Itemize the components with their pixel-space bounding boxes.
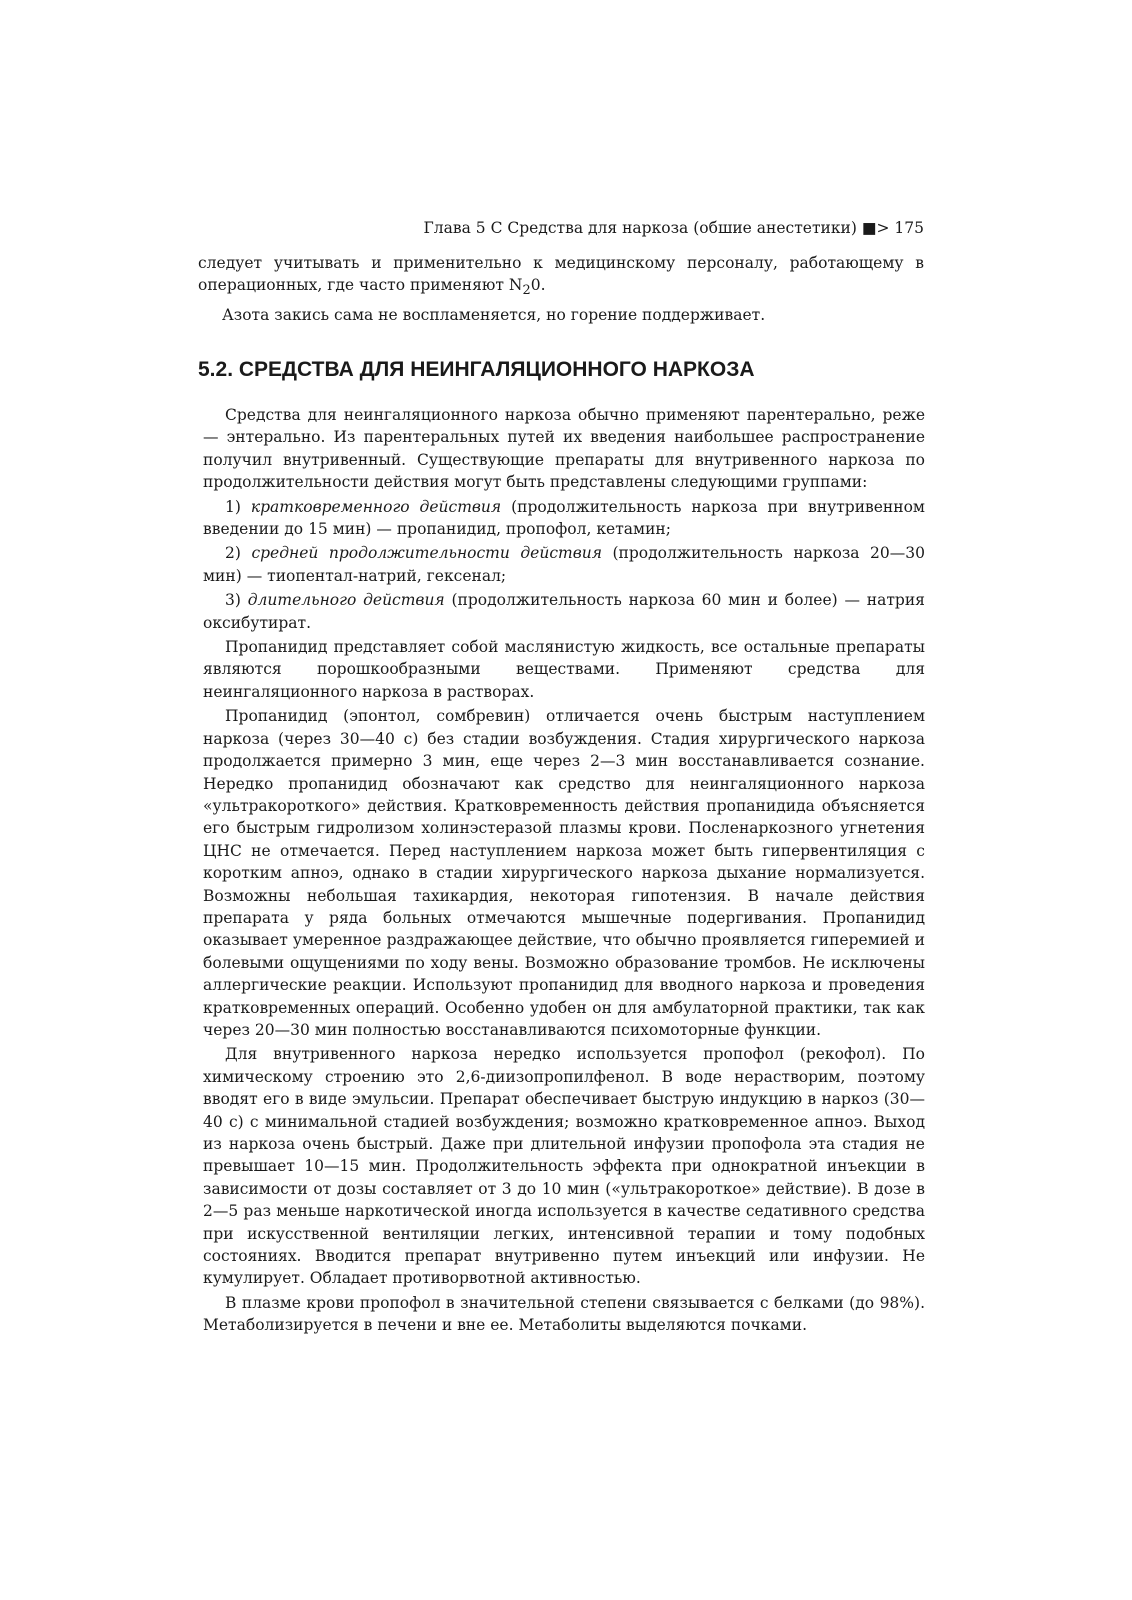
section-body (203, 404, 925, 1339)
intro-paragraph: Средства для неингаляционного наркоза обычно применяют парентерально, реже — энтерально. Из парентеральных путей их введения наибольшее распространение получил внутривенный. Существующие препараты для внутривенного наркоза по продолжительности действия могут быть представлены следующими группами: (203, 406, 925, 492)
continuation-text-end: 0. (530, 276, 546, 295)
group-number: 2) (225, 544, 241, 563)
top-continuation (198, 252, 924, 326)
group-number: 3) (225, 591, 241, 610)
propanidid-paragraph: Пропанидид (эпонтол, сомбревин) отличается очень быстрым наступлением наркоза (через 30—40 с) без стадии возбуждения. Стадия хирургического наркоза продолжается примерно 3 мин, еще через 2—3 мин восстанавливается сознание. Нередко пропанидид обозначают как средство для неингаляционного наркоза «ультракороткого» действия. Кратковременность действия пропанидида объясняется его быстрым гидролизом холинэстеразой плазмы крови. Посленаркозного угнетения ЦНС не отмечается. Перед наступлением наркоза может быть гипервентиляция с коротким апноэ, однако в стадии хирургического наркоза дыхание нормализуется. Возможны небольшая тахикардия, некоторая гипотензия. В начале действия препарата у ряда больных отмечаются мышечные подергивания. Пропанидид оказывает умеренное раздражающее действие, что обычно проявляется гиперемией и болевыми ощущениями по ходу вены. Возможно образование тромбов. Не исключены аллергические реакции. Используют пропанидид для вводного наркоза и проведения кратковременных операций. Особенно удобен он для амбулаторной практики, так как через 20—30 мин полностью восстанавливаются психомоторные функции. (203, 707, 925, 1039)
group-item-1 (203, 496, 925, 541)
running-head: Глава 5 С Средства для наркоза (обшие анестетики) ■> 175 (423, 219, 924, 237)
group-name: кратковременного действия (250, 497, 502, 516)
group-description: (продолжительность наркоза 60 мин и более) — натрия оксибутират. (203, 591, 925, 632)
group-item-3 (203, 589, 925, 634)
continuation-paragraph (198, 252, 924, 303)
propofol-metabolism-paragraph: В плазме крови пропофол в значительной степени связывается с белками (до 98%). Метаболизируется в печени и вне ее. Метаболиты выделяются почками. (203, 1293, 925, 1335)
group-name: длительного действия (247, 591, 445, 610)
group-description: (продолжительность наркоза при внутривенном введении до 15 мин) — пропанидид, пропофол, кетамин; (203, 497, 925, 539)
subscript-2: 2 (522, 283, 531, 299)
group-description: (продолжительность наркоза 20—30 мин) — тиопентал-натрий, гексенал; (203, 544, 925, 585)
group-item-2 (203, 542, 925, 587)
propanidid-form-paragraph: Пропанидид представляет собой маслянистую жидкость, все остальные препараты являются порошкообразными веществами. Применяют средства для неингаляционного наркоза в растворах. (203, 638, 925, 701)
continuation-text: следует учитывать и применительно к медицинскому персоналу, работающему в операционных, где часто применяют N (198, 254, 924, 295)
propofol-paragraph: Для внутривенного наркоза нередко используется пропофол (рекофол). По химическому строению это 2,6-диизопропилфенол. В воде нерастворим, поэтому вводят его в виде эмульсии. Препарат обеспечивает быструю индукцию в наркоз (30—40 с) с минимальной стадией возбуждения; возможно кратковременное апноэ. Выход из наркоза очень быстрый. Даже при длительной инфузии пропофола эта стадия не превышает 10—15 мин. Продолжительность эффекта при однократной инъекции в зависимости от дозы составляет от 3 до 10 мин («ультракороткое» действие). В дозе в 2—5 раз меньше наркотической иногда используется в качестве седативного средства при искусственной вентиляции легких, интенсивной терапии и тому подобных состояниях. Вводится препарат внутривенно путем инъекций или инфузии. Не кумулирует. Обладает противорвотной активностью. (203, 1045, 925, 1288)
group-name: средней продолжительности действия (251, 544, 602, 563)
group-number: 1) (225, 497, 241, 516)
section-title: 5.2. СРЕДСТВА ДЛЯ НЕИНГАЛЯЦИОННОГО НАРКОЗА (198, 358, 755, 381)
nitrous-oxide-note: Азота закись сама не воспламеняется, но горение поддерживает. (222, 305, 766, 324)
